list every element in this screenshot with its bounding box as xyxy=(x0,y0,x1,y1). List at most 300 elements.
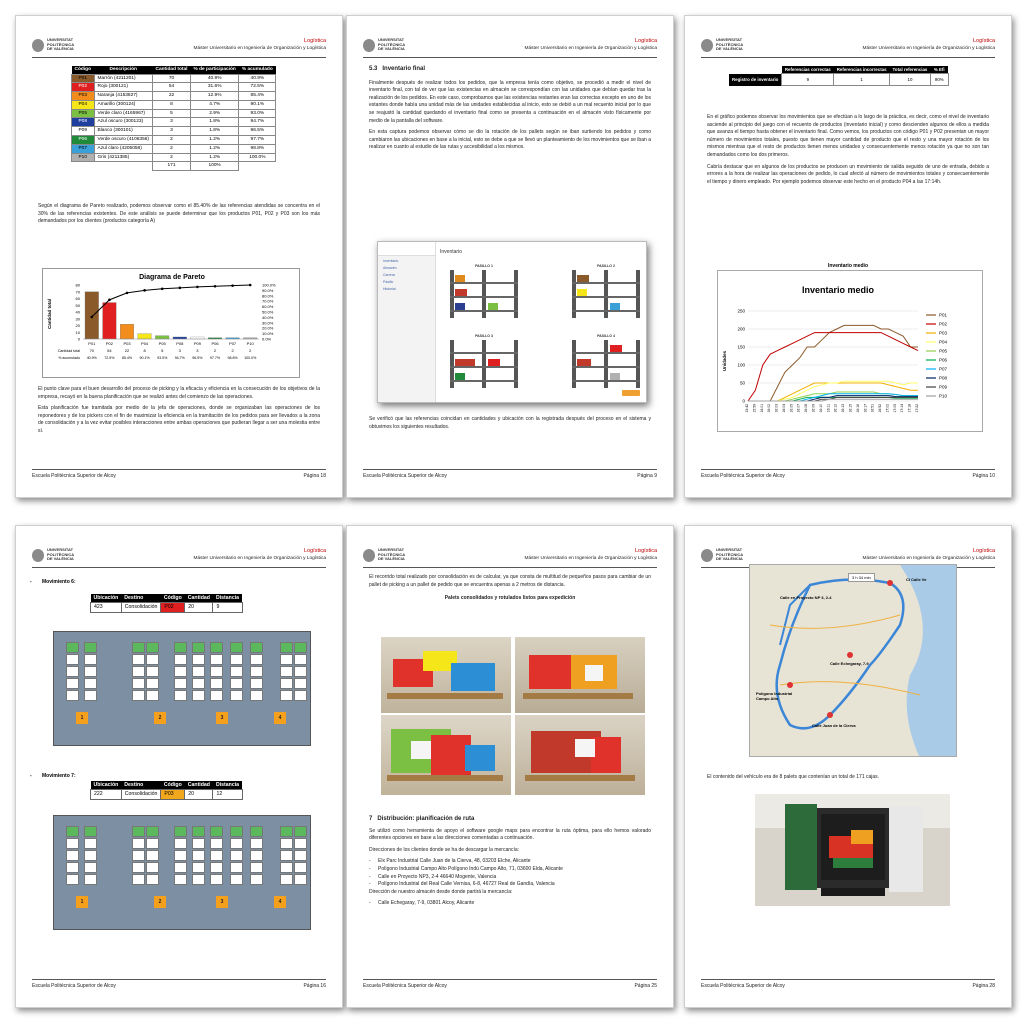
cumulative-point xyxy=(91,316,94,319)
rack-cell xyxy=(280,678,293,689)
header-title: Logística xyxy=(303,548,326,554)
x-tick: 16:17 xyxy=(863,404,868,413)
page-body xyxy=(38,203,320,230)
cell-qty: 3 xyxy=(153,118,191,127)
rack-cell xyxy=(174,826,187,837)
y-tick: 200 xyxy=(737,326,745,332)
y-tick: 20 xyxy=(75,323,80,328)
bar-P09 xyxy=(191,337,205,339)
table-row xyxy=(72,92,276,101)
rack-cell xyxy=(294,826,307,837)
x-tick: 15:42 xyxy=(745,404,749,413)
bar-P03 xyxy=(120,324,134,339)
cell-acc: 98.8% xyxy=(239,144,276,153)
table-pct: 72.5% xyxy=(104,356,115,360)
rack-cell xyxy=(132,850,145,861)
cell-acc: 94.7% xyxy=(239,118,276,127)
page-body xyxy=(707,774,989,786)
x-tick: 16:13 xyxy=(841,404,846,413)
legend-line: % acumulado xyxy=(58,356,80,360)
x-tick: 16:02 xyxy=(767,404,772,413)
page-9 xyxy=(346,15,674,498)
y-tick: 50 xyxy=(739,380,745,386)
table-value: 5 xyxy=(161,348,164,353)
header-title: Logística xyxy=(972,38,995,44)
legend-bar: Cantidad total xyxy=(57,349,80,353)
x-tick: 16:52 xyxy=(878,404,883,413)
table-row xyxy=(72,109,276,118)
table-value: 2 xyxy=(231,348,234,353)
rack-cell xyxy=(230,654,243,665)
dock-4: 4 xyxy=(274,712,286,724)
paragraph: Esta planificación fue tramitada por medio de la jefa de operaciones, donde se organizaban las operaciones de los reponedores y de los pickers con el fin de maximizar la eficiencia en la tramitación de los pedidos para ser llevados a la zona de consolidación y a la vez evitar posibles interacciones entre ambas operaciones que pudieran llegar a ser una molestia entre sí. xyxy=(38,405,320,434)
paragraph: El punto clave para el buen desarrollo del proceso de picking y la eficacia y eficiencia en la consecución de los objetivos de la empresa, recayó en la buena planificación que se realizó antes del comienzo de las operaciones. xyxy=(38,386,320,400)
rack-cell xyxy=(84,642,97,653)
rack-cell xyxy=(192,678,205,689)
product-code: P05 xyxy=(72,109,95,118)
origin-intro: Dirección de nuestro almacén desde donde partirá la mercancía: xyxy=(369,888,513,895)
page-18 xyxy=(15,15,343,498)
rack-cell xyxy=(192,826,205,837)
page-header xyxy=(363,546,657,568)
rack-cell xyxy=(174,838,187,849)
y2-tick: 0.0% xyxy=(262,336,272,342)
list-item: - Calle Echegaray, 7-9, 03801 Alcoy, Alicante xyxy=(369,900,651,908)
rack-cell xyxy=(280,642,293,653)
cell-qty: 22 xyxy=(153,92,191,101)
y-tick: 0 xyxy=(742,398,745,404)
pareto-table xyxy=(71,66,276,171)
x-tick: 16:16 xyxy=(855,404,860,413)
cell-desc: Blanco (300101) xyxy=(94,127,152,136)
menu-item: Almacén xyxy=(383,266,397,270)
x-tick: 17:18 xyxy=(907,404,912,413)
rack-cell xyxy=(294,642,307,653)
rack-cell xyxy=(66,642,79,653)
table-value: 70 xyxy=(89,348,95,353)
rack-cell xyxy=(294,862,307,873)
table-pct: 96.5% xyxy=(192,356,203,360)
aisle: PASILLO 1 xyxy=(446,264,522,324)
header-title: Logística xyxy=(972,548,995,554)
page-body-2 xyxy=(38,386,320,440)
dock-2: 2 xyxy=(154,712,166,724)
pallet-photo xyxy=(381,715,511,795)
bar-P01 xyxy=(85,292,99,339)
col-header: Código xyxy=(72,66,95,74)
x-tick: 16:51 xyxy=(870,404,875,413)
truck-cargo-photo xyxy=(755,794,950,906)
rack-cell xyxy=(146,874,159,885)
header-title: Logística xyxy=(634,548,657,554)
footer-school: Escuela Politécnica Superior de Alcoy xyxy=(363,473,447,479)
y2-tick: 60.0% xyxy=(262,304,274,310)
x-tick: P10 xyxy=(246,341,254,346)
y-tick: 60 xyxy=(75,296,80,301)
page-body-2 xyxy=(369,816,651,908)
cell-desc: Gris (4211385) xyxy=(94,153,152,162)
rack-cell xyxy=(174,850,187,861)
product-code: P10 xyxy=(72,153,95,162)
warehouse-plan-7 xyxy=(53,815,311,930)
paragraph: En esta captura podemos observar cómo se dio la rotación de los pallets según se iban surtiendo los pedidos y como cambiaron las ubicaciones en base a la inicial, esto se debe a que se llevó un planteamiento de los movimientos que se iban a realizar en cuanto al estudio de las rutas y accesibilidad a los mismos. xyxy=(369,129,651,151)
page-28 xyxy=(684,525,1012,1008)
rack-cell xyxy=(174,690,187,701)
cell-pct: 1.2% xyxy=(190,153,238,162)
cell-pct: 1.2% xyxy=(190,136,238,145)
table-value: 2 xyxy=(249,348,252,353)
total-qty: 171 xyxy=(153,162,191,171)
rack-cell xyxy=(84,654,97,665)
rack-cell xyxy=(66,666,79,677)
table-value: 8 xyxy=(143,348,146,353)
col-header: % de participación xyxy=(190,66,238,74)
col-header: Descripción xyxy=(94,66,152,74)
y-tick: 70 xyxy=(75,289,80,295)
y2-tick: 100.0% xyxy=(262,282,276,288)
page-number: Página 28 xyxy=(972,983,995,989)
university-logo: UNIVERSITAT POLITÈCNICA DE VALÈNCIA xyxy=(363,38,415,54)
total-pct: 100% xyxy=(190,162,238,171)
route-time-badge: 3 h 34 min xyxy=(848,573,875,582)
page-number: Página 25 xyxy=(634,983,657,989)
y-tick: 100 xyxy=(737,362,745,368)
table-pct: 90.1% xyxy=(139,356,150,360)
rack-cell xyxy=(280,826,293,837)
y-tick: 40 xyxy=(75,309,80,315)
paragraph: El contenido del vehículo era de 8 palets que contenían un total de 171 cajas. xyxy=(707,774,880,780)
col-header: Cantidad total xyxy=(153,66,191,74)
rack-cell xyxy=(230,874,243,885)
pareto-chart xyxy=(42,268,300,378)
paragraph: En el gráfico podemos observar los movimientos que se efectúan a lo largo de la práctica, es decir, como el nivel de inventario asciende al principio del juego con el recuento de productos (inventario inicial) y como descienden algunos de ellos a medida que avanza el tiempo hasta obtener el inventario final. Como vemos, los productos con código P01 y P02 presentan un mayor número de movimientos totales, puesto que tienen mayor cantidad de producto que el resto y una mayor rotación de los mismos mientras que el resto de productos tienen menos unidades y consecuentemente menos rotación ya que no son tan demandados como los dos primeros. xyxy=(707,114,989,158)
cell-qty: 8 xyxy=(153,100,191,109)
section-heading: 5.3 Inventario final xyxy=(369,66,426,72)
footer-school: Escuela Politécnica Superior de Alcoy xyxy=(32,473,116,479)
rack-cell xyxy=(66,874,79,885)
cell-acc: 40.9% xyxy=(239,74,276,83)
page-number: Página 9 xyxy=(637,473,657,479)
x-tick: P09 xyxy=(193,341,201,346)
series-P10 xyxy=(748,399,918,401)
movement-6-label: - Movimiento 6: xyxy=(42,579,76,585)
chart-title: Inventario medio xyxy=(801,285,875,295)
rack-cell xyxy=(192,838,205,849)
rack-cell xyxy=(146,642,159,653)
paragraph: Se verificó que las referencias coincidan en cantidades y ubicación con la registrada después del proceso en el sistema y obtuvimos los siguientes resultados. xyxy=(369,416,651,430)
header-subtitle: Máster Universitario en Ingeniería de Organización y Logística xyxy=(524,46,657,51)
cumulative-point xyxy=(196,286,199,289)
table-row xyxy=(72,118,276,127)
aisle: PASILLO 2 xyxy=(568,264,644,324)
cell-acc: 96.5% xyxy=(239,127,276,136)
cell-desc: Verde claro (4165967) xyxy=(94,109,152,118)
rack-cell xyxy=(230,826,243,837)
x-tick: 16:08 xyxy=(804,404,809,413)
x-tick: P03 xyxy=(123,341,131,346)
rack-cell xyxy=(280,838,293,849)
page-body xyxy=(369,574,651,607)
x-tick: 17:05 xyxy=(892,404,897,413)
movement-6-table: Ubicación Destino Código Cantidad Distancia 423 Consolidación P02 20 9 xyxy=(90,594,243,613)
university-logo: UNIVERSITAT POLITÈCNICA DE VALÈNCIA xyxy=(32,548,84,564)
list-item: - Elx Parc Industrial Calle Juan de la Cierva, 48, 03203 Elche, Alicante xyxy=(369,858,651,866)
rack-cell xyxy=(146,678,159,689)
rack-cell xyxy=(132,862,145,873)
route-map xyxy=(749,564,957,757)
chart-caption: Inventario medio xyxy=(827,263,868,269)
bar-P02 xyxy=(103,303,117,339)
aisle: PASILLO 3 xyxy=(446,334,522,394)
rack-cell xyxy=(66,862,79,873)
table-row xyxy=(72,136,276,145)
cell-qty: 54 xyxy=(153,83,191,92)
rack-cell xyxy=(250,874,263,885)
cell-pct: 4.7% xyxy=(190,100,238,109)
header-subtitle: Máster Universitario en Ingeniería de Organización y Logística xyxy=(193,556,326,561)
list-item: - Calle en Proyecto NP3, 2-4 46640 Mogente, Valencia xyxy=(369,874,651,882)
dock-4: 4 xyxy=(274,896,286,908)
menu-item: Historial xyxy=(383,287,396,291)
pallet-photo xyxy=(381,637,511,713)
table-pct: 98.8% xyxy=(227,356,238,360)
rack-cell xyxy=(84,850,97,861)
header-subtitle: Máster Universitario en Ingeniería de Organización y Logística xyxy=(862,46,995,51)
rack-cell xyxy=(84,826,97,837)
university-logo: UNIVERSITAT POLITÈCNICA DE VALÈNCIA xyxy=(701,38,753,54)
col-header: % acumulado xyxy=(239,66,276,74)
cell-acc: 100.0% xyxy=(239,153,276,162)
cell-pct: 40.9% xyxy=(190,74,238,83)
y2-tick: 70.0% xyxy=(262,298,274,304)
rack-cell xyxy=(66,826,79,837)
legend-label: P02 xyxy=(939,321,948,327)
rack-cell xyxy=(66,678,79,689)
x-tick: 17:22 xyxy=(915,404,919,413)
x-tick: 16:11 xyxy=(826,404,831,413)
cumulative-point xyxy=(108,299,111,302)
university-logo: UNIVERSITAT POLITÈCNICA DE VALÈNCIA xyxy=(32,38,84,54)
table-pct: 97.7% xyxy=(209,356,221,360)
rack-cell xyxy=(230,862,243,873)
cell-acc: 85.4% xyxy=(239,92,276,101)
page-number: Página 10 xyxy=(972,473,995,479)
page-header xyxy=(32,546,326,568)
cell-desc: Naranja (4153827) xyxy=(94,92,152,101)
table-row xyxy=(72,100,276,109)
rack-cell xyxy=(210,666,223,677)
cell-desc: Azul oscuro (300123) xyxy=(94,118,152,127)
rack-cell xyxy=(132,654,145,665)
dock-1: 1 xyxy=(76,896,88,908)
rack-cell xyxy=(192,874,205,885)
bar-P05 xyxy=(155,336,169,339)
rack-cell xyxy=(174,862,187,873)
footer-school: Escuela Politécnica Superior de Alcoy xyxy=(701,473,785,479)
x-tick: 16:09 xyxy=(811,404,816,413)
rack-cell xyxy=(210,690,223,701)
x-tick: P05 xyxy=(158,341,166,346)
x-tick: 17:02 xyxy=(885,404,890,413)
header-subtitle: Máster Universitario en Ingeniería de Organización y Logística xyxy=(193,46,326,51)
page-footer xyxy=(363,979,657,989)
list-item: - Polígono Industrial del Real Calle Vernisa, 6-8, 46727 Real de Gandía, Valencia xyxy=(369,881,651,889)
cell-acc: 93.0% xyxy=(239,109,276,118)
legend-label: P05 xyxy=(939,348,948,354)
dock-3: 3 xyxy=(216,712,228,724)
rack-cell xyxy=(174,678,187,689)
rack-cell xyxy=(146,850,159,861)
y2-tick: 50.0% xyxy=(262,309,274,315)
aisle: PASILLO 4 xyxy=(568,334,644,394)
rack-cell xyxy=(146,826,159,837)
header-subtitle: Máster Universitario en Ingeniería de Organización y Logística xyxy=(524,556,657,561)
table-pct: 94.7% xyxy=(174,356,185,360)
rack-cell xyxy=(210,874,223,885)
x-tick: 15:59 xyxy=(752,404,757,413)
rack-cell xyxy=(192,666,205,677)
y-tick: 80 xyxy=(75,282,80,288)
table-row xyxy=(72,153,276,162)
page-footer xyxy=(701,979,995,989)
table-pct: 40.9% xyxy=(86,356,97,360)
rack-cell xyxy=(174,874,187,885)
rack-cell xyxy=(294,666,307,677)
cumulative-point xyxy=(143,289,146,292)
table-value: 3 xyxy=(196,348,199,353)
rack-cell xyxy=(192,862,205,873)
rack-cell xyxy=(84,690,97,701)
x-tick: 16:04 xyxy=(781,404,786,413)
rack-cell xyxy=(250,654,263,665)
rack-cell xyxy=(192,654,205,665)
menu-item: Inventario xyxy=(383,259,399,263)
map-label: CI Calle Ve xyxy=(906,577,927,582)
rack-cell xyxy=(294,678,307,689)
page-footer xyxy=(32,979,326,989)
map-label: Polígono Industrial Campo Alto xyxy=(756,691,793,701)
rack-cell xyxy=(294,838,307,849)
legend-label: P01 xyxy=(939,312,948,318)
table-row xyxy=(72,127,276,136)
footer-school: Escuela Politécnica Superior de Alcoy xyxy=(363,983,447,989)
rack-cell xyxy=(66,850,79,861)
rack-cell xyxy=(280,690,293,701)
rack-cell xyxy=(84,678,97,689)
movement-7-table: Ubicación Destino Código Cantidad Distancia 222 Consolidación P03 20 12 xyxy=(90,781,243,800)
x-tick: P08 xyxy=(176,341,184,346)
rack-cell xyxy=(294,874,307,885)
footer-school: Escuela Politécnica Superior de Alcoy xyxy=(701,983,785,989)
product-code: P02 xyxy=(72,83,95,92)
rack-cell xyxy=(66,690,79,701)
rack-cell xyxy=(294,690,307,701)
rack-cell xyxy=(280,874,293,885)
rack-cell xyxy=(132,666,145,677)
dock-3: 3 xyxy=(216,896,228,908)
y2-tick: 80.0% xyxy=(262,293,274,299)
y2-tick: 10.0% xyxy=(262,331,274,337)
cell-pct: 12.9% xyxy=(190,92,238,101)
x-tick: 16:10 xyxy=(818,404,823,413)
product-code: P06 xyxy=(72,136,95,145)
rack-cell xyxy=(230,678,243,689)
page-footer xyxy=(701,469,995,479)
software-sidebar xyxy=(378,242,436,402)
rack-cell xyxy=(132,678,145,689)
cell-pct: 1.2% xyxy=(190,144,238,153)
rack-cell xyxy=(146,666,159,677)
table-pct: 85.4% xyxy=(121,356,133,360)
rack-cell xyxy=(230,666,243,677)
rack-cell xyxy=(132,826,145,837)
rack-cell xyxy=(250,862,263,873)
legend-label: P06 xyxy=(939,357,948,363)
product-code: P01 xyxy=(72,74,95,83)
y2-tick: 90.0% xyxy=(262,287,274,293)
rack-cell xyxy=(250,826,263,837)
rack-cell xyxy=(84,838,97,849)
rack-cell xyxy=(210,838,223,849)
legend-label: P10 xyxy=(939,393,948,399)
cumulative-point xyxy=(231,284,234,287)
cell-desc: Marrón (4211201) xyxy=(94,74,152,83)
legend-label: P03 xyxy=(939,330,948,336)
cell-pct: 1.8% xyxy=(190,118,238,127)
cumulative-point xyxy=(126,292,129,295)
cell-pct: 1.8% xyxy=(190,127,238,136)
header-title: Logística xyxy=(303,38,326,44)
rack-cell xyxy=(192,850,205,861)
rack-cell xyxy=(230,838,243,849)
rack-cell xyxy=(146,690,159,701)
rack-cell xyxy=(174,642,187,653)
legend-label: P09 xyxy=(939,384,948,390)
page-number: Página 18 xyxy=(303,473,326,479)
table-row xyxy=(72,83,276,92)
cell-acc: 72.5% xyxy=(239,83,276,92)
x-tick: 16:05 xyxy=(789,404,794,413)
rack-cell xyxy=(280,850,293,861)
page-footer xyxy=(32,469,326,479)
cumulative-point xyxy=(214,285,217,288)
rack-cell xyxy=(192,642,205,653)
software-title: Inventario xyxy=(440,249,462,255)
map-label: Calle Echegaray, 7-9 xyxy=(830,661,869,666)
table-value: 54 xyxy=(107,348,112,353)
rack-cell xyxy=(294,850,307,861)
cumulative-point xyxy=(249,284,252,287)
y-tick: 0 xyxy=(77,336,80,342)
rack-cell xyxy=(230,850,243,861)
rack-cell xyxy=(146,838,159,849)
table-pct: 93.0% xyxy=(157,356,168,360)
cell-desc: Amarillo (300124) xyxy=(94,100,152,109)
x-tick: 17:14 xyxy=(900,404,905,413)
rack-cell xyxy=(132,690,145,701)
cell-pct: 31.6% xyxy=(190,83,238,92)
page-body-2 xyxy=(369,416,651,435)
x-tick: 16:01 xyxy=(759,404,764,413)
rack-cell xyxy=(230,690,243,701)
rack-cell xyxy=(294,654,307,665)
university-logo: UNIVERSITAT POLITÈCNICA DE VALÈNCIA xyxy=(363,548,415,564)
product-code: P03 xyxy=(72,92,95,101)
chart-title: Diagrama de Pareto xyxy=(139,274,205,281)
save-button xyxy=(622,390,640,396)
rack-cell xyxy=(210,862,223,873)
rack-cell xyxy=(250,642,263,653)
